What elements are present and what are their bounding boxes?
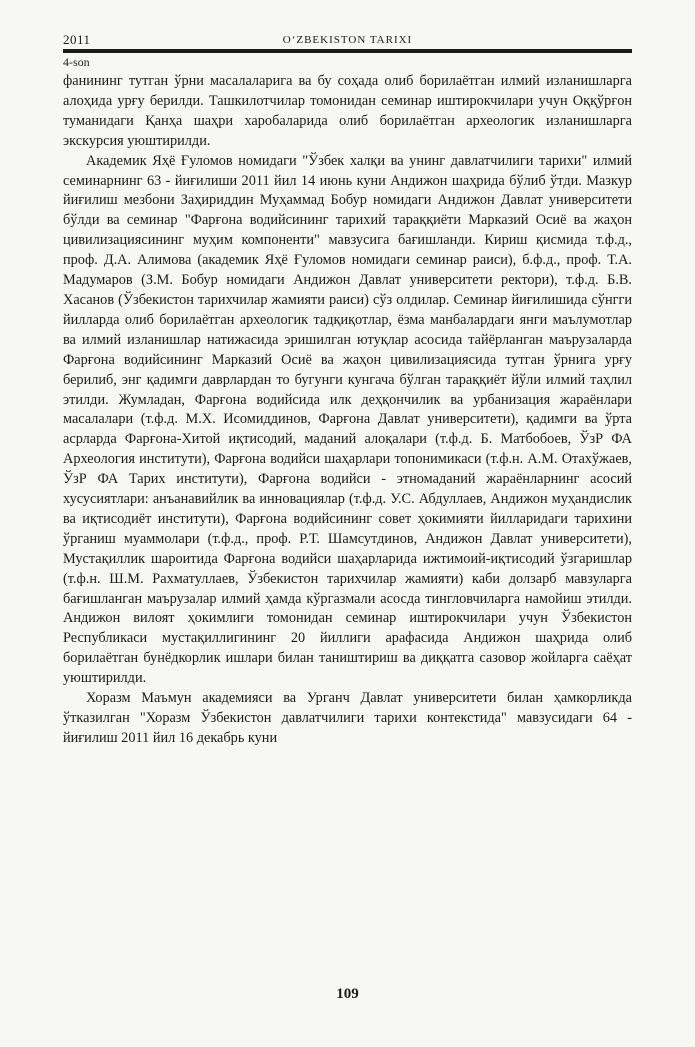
header-year: 2011 [63,32,91,47]
header-journal-title: O‘ZBEKISTON TARIXI [282,34,413,46]
header-rule [63,49,632,53]
running-header [63,30,632,52]
paragraph-seminar-64: Хоразм Маъмун академияси ва Урганч Давлат университети билан ҳамкорликда ўтказилган "Хоразм Ўзбекистон давлатчилиги тарихи контекстида" мавзусидаги 64 - йиғилиш 2011 йил 16 декабрь куни [63,690,632,746]
page-number: 109 [336,986,359,1002]
article-body [63,72,632,749]
issue-number: 4-son [63,55,90,69]
paragraph-seminar-63: Академик Яҳё Ғуломов номидаги "Ўзбек халқи ва унинг давлатчилиги тарихи" илмий семинарнинг 63 - йиғилиши 2011 йил 14 июнь куни Андижон шаҳрида бўлиб ўтди. Мазкур йиғилиш мезбони Заҳириддин Муҳаммад Бобур номидаги Андижон Давлат университети бўлди ва семинар "Фарғона водийсининг тарихий тараққиёти Марказий Осиё ва жаҳон цивилизациясининг муҳим компоненти" мавзусига бағишланди. Кириш қисмида т.ф.д., проф. Д.А. Алимова (академик Яҳё Ғуломов номидаги семинар раиси), б.ф.д., проф. Т.А. Мадумаров (З.М. Бобур номидаги Андижон Давлат университети ректори), т.ф.д. Б.В. Хасанов (Ўзбекистон тарихчилар жамияти раиси) сўз олдилар. Семинар йиғилишида сўнгги йилларда олиб борилаётган археологик тадқиқотлар, ёзма манбалардаги янги маълумотлар ва илмий изланишлар натижасида эришилган ютуқлар асосида тайёрланган маърузаларда Фарғона водийсининг Марказий Осиё ва жаҳон цивилизациясида тутган ўрнига урғу берилиб, энг қадимги даврлардан то бугунги кунгача бўлган тараққиёт йўли илмий таҳлил этилди. Жумладан, Фарғона водийсида илк деҳқончилик ва урбанизация жараёнлари масалалари (т.ф.д. М.Х. Исомиддинов, Фарғона Давлат университети), қадимги ва ўрта асрларда Фарғона-Хитой иқтисодий, маданий алоқалари (т.ф.д. Б. Матбобоев, ЎзР ФА Археология институти), Фарғона водийси шаҳарлари топонимикаси (т.ф.н. А.М. Отахўжаев, ЎзР ФА Тарих институти), Фарғона водийси - этномаданий жараёнларнинг асосий хусусиятлари: анъанавийлик ва инновациялар (т.ф.д. У.С. Абдуллаев, Андижон муҳандислик ва иқтисодиёт институти), Фарғона водийсининг совет ҳокимияти йилларидаги тарихини ўрганиш муаммолари (т.ф.д., проф. Р.Т. Шамсутдинов, Андижон Давлат университети), Мустақиллик шароитида Фарғона водийси шаҳарларида ижтимоий-иқтисодий ўзгаришлар (т.ф.н. Ш.М. Рахматуллаев, Ўзбекистон тарихчилар жамияти) каби долзарб мавзуларга бағишланган маърузалар илмий ҳамда кўргазмали асосда тингловчиларга намойиш этилди. Андижон вилоят ҳокимлиги томонидан семинар иштирокчилари учун Ўзбекистон Республикаси мустақиллигининг 20 йиллиги арафасида Андижон шаҳрида олиб борилаётган бунёдкорлик ишлари билан таништириш ва диққатга сазовор жойларга саёҳат уюштирилди. [63,152,632,687]
paragraph-continuation: фанининг тутган ўрни масалаларига ва бу соҳада олиб борилаётган илмий изланишларга алоҳида урғу берилди. Ташкилотчилар томонидан семинар иштирокчилари учун Оққўрғон туманидаги Қанҳа шаҳри харобаларида олиб борилаётган археологик изланишларга экскурсия уюштирилди. [63,73,632,149]
